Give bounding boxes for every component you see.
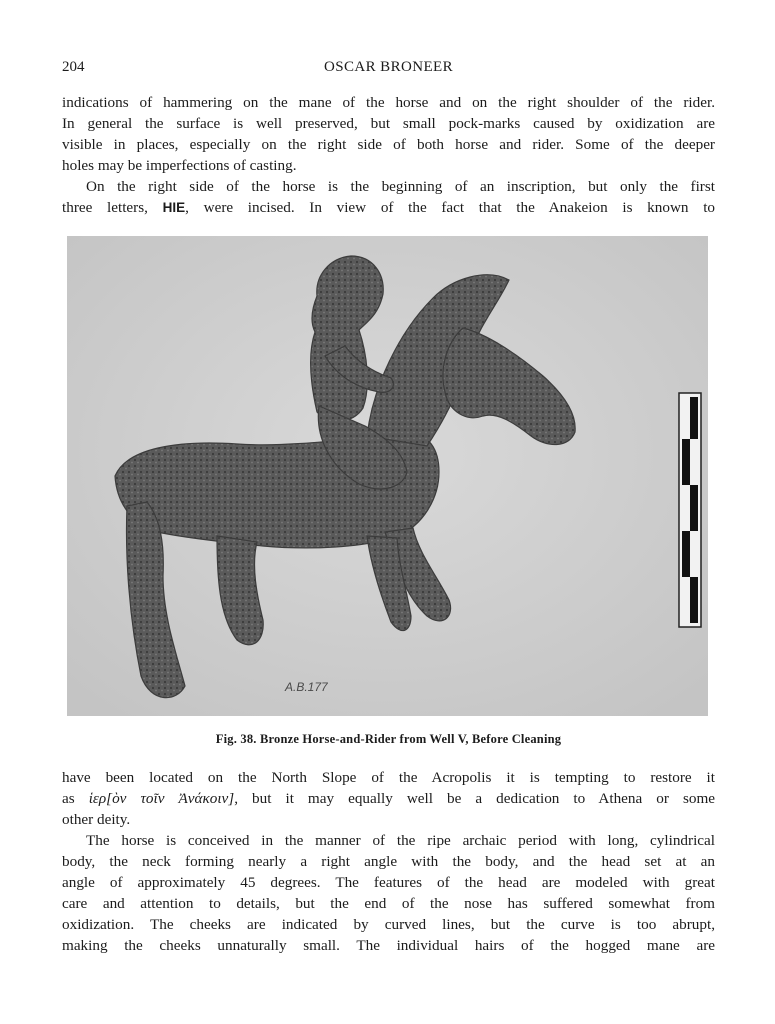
running-title: OSCAR BRONEER bbox=[324, 59, 453, 75]
text-line: care and attention to details, but the end of the nose has suffered somewhat from bbox=[62, 895, 715, 912]
text-fragment: , but it may equally well be a dedication to Athena or some bbox=[234, 790, 716, 807]
text-fragment: as bbox=[62, 790, 89, 807]
inscription-letters: HIE bbox=[162, 200, 186, 215]
text-fragment: three letters, bbox=[62, 199, 163, 216]
body-text-bottom bbox=[62, 767, 715, 956]
greek-restoration: ἱερ[ὸν τοῖν Ἀνάκοιν] bbox=[88, 790, 235, 807]
text-line bbox=[62, 788, 715, 809]
text-line: angle of approximately 45 degrees. The features of the head are modeled with great bbox=[62, 874, 715, 891]
horse-and-rider-photo bbox=[67, 236, 708, 716]
text-fragment: , were incised. In view of the fact that the Anakeion is known to bbox=[185, 199, 716, 216]
text-line: On the right side of the horse is the beginning of an inscription, but only the first bbox=[86, 178, 715, 195]
text-line: indications of hammering on the mane of the horse and on the right shoulder of the rider. bbox=[62, 94, 715, 111]
text-line: body, the neck forming nearly a right angle with the body, and the head set at an bbox=[62, 853, 715, 870]
text-line: The horse is conceived in the manner of the ripe archaic period with long, cylindrical bbox=[86, 832, 715, 849]
figure-caption: Fig. 38. Bronze Horse-and-Rider from Well V, Before Cleaning bbox=[215, 732, 562, 746]
text-line: other deity. bbox=[62, 811, 131, 828]
running-head bbox=[62, 59, 715, 79]
object-label: A.B.177 bbox=[285, 680, 328, 694]
text-line: visible in places, especially on the right side of both horse and rider. Some of the deeper bbox=[62, 136, 715, 153]
page-number: 204 bbox=[62, 59, 85, 75]
scale-bar bbox=[679, 393, 701, 627]
text-line: In general the surface is well preserved, but small pock-marks caused by oxidization are bbox=[62, 115, 715, 132]
body-text-top bbox=[62, 92, 715, 218]
text-line: oxidization. The cheeks are indicated by curved lines, but the curve is too abrupt, bbox=[62, 916, 715, 933]
text-line: have been located on the North Slope of the Acropolis it is tempting to restore it bbox=[62, 769, 715, 786]
text-line bbox=[62, 197, 715, 218]
text-line: making the cheeks unnaturally small. The individual hairs of the hogged mane are bbox=[62, 937, 715, 954]
text-line: holes may be imperfections of casting. bbox=[62, 157, 297, 174]
figure-photograph bbox=[67, 236, 708, 716]
